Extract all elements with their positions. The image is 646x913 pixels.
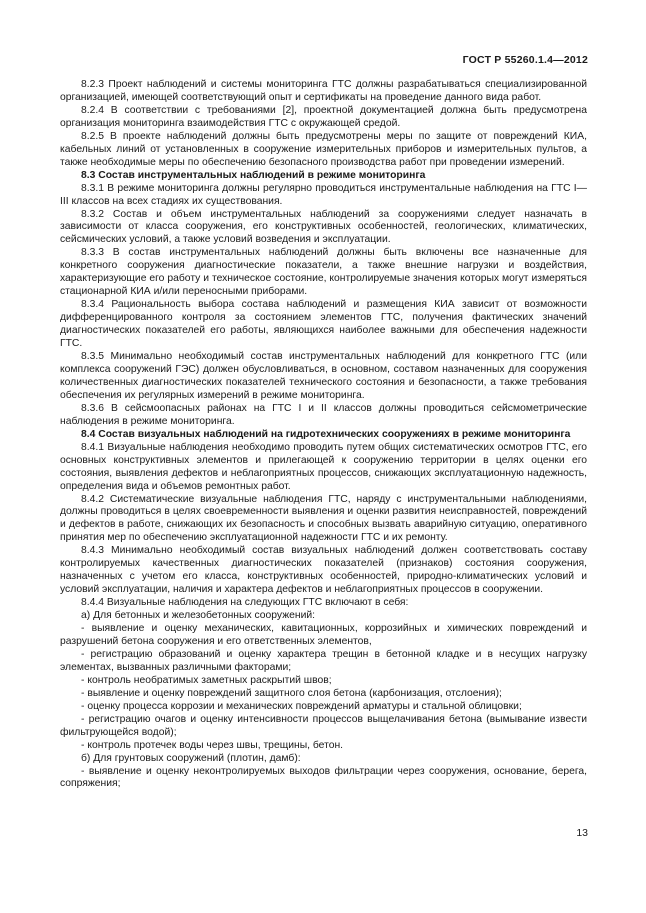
paragraph: 8.4.3 Минимально необходимый состав визуальных наблюдений должен соответствовать составу контролируемых качественных диагностических показателей (признаков) состояния сооружения, назначенных с учетом его класса, конструктивных особенностей, природно-климатических условий и условий эксплуатации, наличия и характера дефектов и неблагоприятных процессов в сооружении.	[60, 545, 587, 596]
paragraph: 8.3.4 Рациональность выбора состава наблюдений и размещения КИА зависит от возможности дифференцированного контроля за состоянием элементов ГТС, получения фактических значений диагностических показателей его работы, являющихся наиболее важными для обеспечения надежности ГТС.	[60, 299, 587, 350]
paragraph: 8.4.2 Систематические визуальные наблюдения ГТС, наряду с инструментальными наблюдениями, должны проводиться в целях своевременности выявления и оценки развития неисправностей, повреждений и дефектов в работе, снижающих их безопасность и способных вызвать аварийную ситуацию, оперативного принятия мер по обеспечению эксплуатационной надежности ГТС и их ремонту.	[60, 493, 587, 544]
paragraph: 8.3.6 В сейсмоопасных районах на ГТС I и II классов должны проводиться сейсмометрические наблюдения в режиме мониторинга.	[60, 402, 587, 427]
section-heading: 8.4 Состав визуальных наблюдений на гидротехнических сооружениях в режиме мониторинга	[81, 428, 571, 440]
page-number: 13	[576, 827, 588, 839]
paragraph: 8.2.5 В проекте наблюдений должны быть предусмотрены меры по защите от повреждений КИА, кабельных линий от установленных в сооружение измерительных приборов и измерительных пультов, а также необходимые меры по обеспечению безопасного производства работ при проведении измерений.	[60, 130, 587, 168]
paragraph: - выявление и оценку повреждений защитного слоя бетона (карбонизация, отслоения);	[81, 687, 502, 699]
paragraph: - выявление и оценку неконтролируемых выходов фильтрации через сооружения, основание, берега, сопряжения;	[60, 765, 587, 790]
standard-header: ГОСТ Р 55260.1.4—2012	[462, 54, 588, 66]
page-content	[60, 79, 587, 791]
paragraph: - контроль необратимых заметных раскрытий швов;	[81, 674, 332, 686]
paragraph: 8.3.3 В состав инструментальных наблюдений должны быть включены все назначенные для конкретного сооружения диагностические показатели, а также внешние нагрузки и воздействия, характеризующие его работу и техническое состояние, контролируемые значения которых могут измеряться стационарной КИА и/или переносными приборами.	[60, 247, 587, 298]
paragraph: - регистрацию образований и оценку характера трещин в бетонной кладке и в несущих нагрузку элементах, вызванных различными факторами;	[60, 648, 587, 673]
section-heading: 8.3 Состав инструментальных наблюдений в режиме мониторинга	[81, 169, 426, 181]
paragraph: - оценку процесса коррозии и механических повреждений арматуры и стальной облицовки;	[81, 700, 522, 712]
paragraph: 8.4.1 Визуальные наблюдения необходимо проводить путем общих систематических осмотров ГТС, его основных конструктивных элементов и прилегающей к сооружению территории в целях оценки его состояния, выявления дефектов и неблагоприятных процессов, снижающих эксплуатационную надежность, определения вида и объемов ремонтных работ.	[60, 441, 587, 492]
paragraph: - выявление и оценку механических, кавитационных, коррозийных и химических повреждений и разрушений бетона сооружения и его ответственных элементов,	[60, 623, 587, 647]
paragraph: а) Для бетонных и железобетонных сооружений:	[81, 610, 316, 622]
paragraph: 8.3.5 Минимально необходимый состав инструментальных наблюдений для конкретного ГТС (или комплекса сооружений ГЭС) должен обусловливаться, в основном, составом назначенных для сооружения количественных диагностических показателей технического состояния и безопасности, а также требования обеспечения их регулярных измерений в режиме мониторинга.	[60, 351, 587, 401]
paragraph: - контроль протечек воды через швы, трещины, бетон.	[81, 739, 344, 751]
paragraph: 8.2.3 Проект наблюдений и системы мониторинга ГТС должны разрабатываться специализированной организацией, имеющей соответствующий опыт и сертификаты на проведение данного вида работ.	[60, 79, 587, 103]
paragraph: б) Для грунтовых сооружений (плотин, дамб):	[81, 752, 301, 764]
paragraph: 8.4.4 Визуальные наблюдения на следующих ГТС включают в себя:	[81, 597, 409, 609]
paragraph: 8.3.1 В режиме мониторинга должны регулярно проводиться инструментальные наблюдения на ГТС I—III классов на всех стадиях их существования.	[60, 182, 587, 207]
paragraph: 8.3.2 Состав и объем инструментальных наблюдений за сооружениями следует назначать в зависимости от класса сооружения, его конструктивных особенностей, геологических, климатических, сейсмических условий, а также условий возведения и эксплуатации.	[60, 208, 587, 246]
paragraph: 8.2.4 В соответствии с требованиями [2], проектной документацией должна быть предусмотрена организация мониторинга взаимодействия ГТС с окружающей средой.	[60, 104, 587, 129]
paragraph: - регистрацию очагов и оценку интенсивности процессов выщелачивания бетона (вымывание извести фильтрующейся водой);	[60, 713, 587, 738]
